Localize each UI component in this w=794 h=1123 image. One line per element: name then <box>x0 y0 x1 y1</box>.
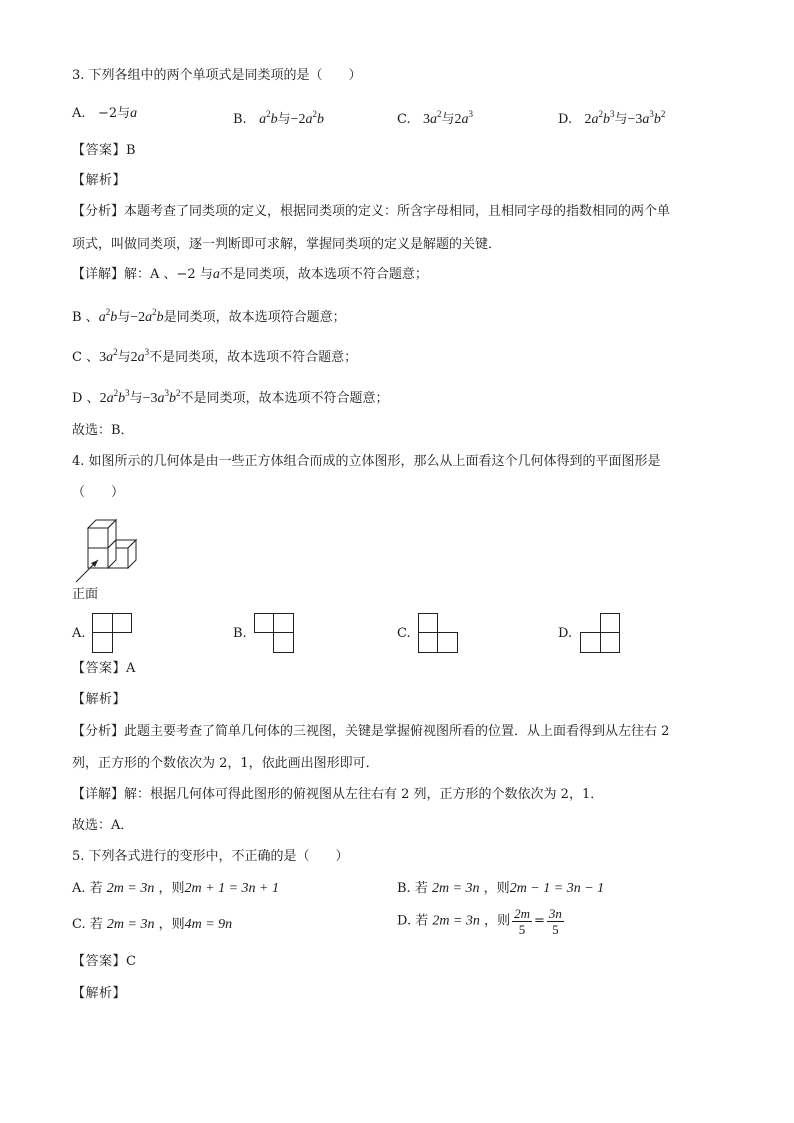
expr: 2m + 1 = 3n + 1 <box>184 881 279 896</box>
q5-option-c <box>72 916 232 934</box>
word-yu: 与 <box>129 391 143 406</box>
q4-analysis-header: 【解析】 <box>72 692 127 707</box>
q4-option-d-label: D. <box>558 626 573 641</box>
expr: −2 <box>97 106 118 121</box>
option-label: D. <box>558 112 573 127</box>
expr: $2a^2b^3$ <box>584 109 615 127</box>
word-yu: 与 <box>614 112 628 127</box>
fraction-left <box>512 906 532 937</box>
q4-answer: 【答案】A <box>72 661 136 676</box>
q5-option-b <box>397 880 604 898</box>
expr: $-3a^3b^2$ <box>142 388 181 406</box>
word-yu: 与 <box>117 310 131 325</box>
q4-stem-line-2: （ ） <box>72 485 125 500</box>
detail-text: 不是同类项，故本选项不符合题意； <box>149 350 358 365</box>
detail-prefix: D 、 <box>72 391 100 406</box>
expr: a <box>130 106 138 121</box>
word-yu: 与 <box>117 350 131 365</box>
expr: 2m = 3n <box>106 917 155 932</box>
q3-stem: 3. 下列各组中的两个单项式是同类项的是（ ） <box>72 68 362 83</box>
q4-analysis-line-2: 列，正方形的个数依次为 2，1，依此画出图形即可． <box>72 756 379 771</box>
word-ze: ，则 <box>158 881 185 896</box>
q4-option-b-label: B. <box>233 626 247 641</box>
cube-front-face <box>88 528 108 548</box>
q4-option-b-figure <box>254 613 294 653</box>
fraction-right <box>547 906 564 937</box>
equals-sign: = <box>533 913 545 929</box>
q3-detail-a <box>72 266 428 284</box>
word-ze: ，则 <box>158 917 185 932</box>
detail-prefix: B 、 <box>72 310 99 325</box>
expr: 2m = 3n <box>432 913 480 929</box>
q3-detail-b <box>72 303 346 327</box>
option-label: B. <box>233 112 247 127</box>
word-ze: ，则 <box>484 913 511 929</box>
q5-answer: 【答案】C <box>72 954 137 969</box>
q3-choose: 故选：B． <box>72 423 134 438</box>
fraction-denominator: 5 <box>518 922 526 937</box>
expr: 2m = 3n <box>106 881 155 896</box>
q5-analysis-header: 【解析】 <box>72 986 127 1001</box>
option-label: A. <box>72 106 86 121</box>
option-prefix: D. 若 <box>397 913 429 929</box>
expr: $a^2b$ <box>98 307 118 325</box>
expr: $-2a^2b$ <box>290 109 325 127</box>
expr: $-2a^2b$ <box>130 307 164 325</box>
fraction-numerator: 2m <box>514 906 530 921</box>
option-prefix: B. 若 <box>397 881 428 896</box>
q3-option-c <box>397 105 473 129</box>
word-yu: 与 <box>117 106 131 121</box>
q3-analysis-line-2: 项式，叫做同类项，逐一判断即可求解，掌握同类项的定义是解题的关键． <box>72 237 502 252</box>
expr: 4m = 9n <box>184 917 233 932</box>
q4-option-a-figure <box>92 613 132 653</box>
fraction-numerator: 3n <box>548 906 562 921</box>
q5-option-d <box>397 906 566 937</box>
expr: a <box>212 267 220 282</box>
option-prefix: C. 若 <box>72 917 103 932</box>
q3-analysis-header: 【解析】 <box>72 173 127 188</box>
cube-solid-figure <box>72 516 142 588</box>
expr: $3a^2$ <box>99 347 118 365</box>
q5-stem: 5. 下列各式进行的变形中，不正确的是（ ） <box>72 849 349 864</box>
detail-prefix: C 、 <box>72 350 100 365</box>
word-ze: ，则 <box>483 881 510 896</box>
expr: $-3a^3b^2$ <box>627 109 666 127</box>
q3-option-a <box>72 105 137 123</box>
q4-analysis-line-1: 【分析】此题主要考查了简单几何体的三视图，关键是掌握俯视图所看的位置．从上面看得到从左往右 2 <box>72 724 670 739</box>
q3-detail-d <box>72 384 389 408</box>
expr: $2a^3$ <box>454 109 474 127</box>
expr: 2m − 1 = 3n − 1 <box>509 881 605 896</box>
option-prefix: A. 若 <box>72 881 103 896</box>
detail-text: 不是同类项，故本选项不符合题意； <box>180 391 389 406</box>
q4-option-c-figure <box>418 613 458 653</box>
q4-option-a-label: A. <box>72 626 86 641</box>
cube-front-face <box>88 548 108 568</box>
detail-text: 不是同类项，故本选项不符合题意； <box>219 267 428 282</box>
expr: $2a^3$ <box>130 347 150 365</box>
word-yu: 与 <box>277 112 291 127</box>
q4-choose: 故选：A． <box>72 818 134 833</box>
detail-prefix: 【详解】解：A 、−2 与 <box>72 267 213 282</box>
fraction-denominator: 5 <box>552 922 559 937</box>
q4-option-d-figure <box>580 613 620 653</box>
expr: 2m = 3n <box>431 881 480 896</box>
q4-stem-line-1: 4. 如图所示的几何体是由一些正方体组合而成的立体图形，那么从上面看这个几何体得到的平面图形是 <box>72 454 661 469</box>
q3-answer: 【答案】B <box>72 143 137 158</box>
expr: $2a^2b^3$ <box>99 388 130 406</box>
expr: $3a^2$ <box>423 109 442 127</box>
detail-text: 是同类项，故本选项符合题意； <box>163 310 346 325</box>
q4-option-c-label: C. <box>397 626 411 641</box>
q3-detail-c <box>72 343 357 367</box>
q5-option-a <box>72 880 279 898</box>
q3-analysis-line-1: 【分析】本题考查了同类项的定义，根据同类项的定义：所含字母相同，且相同字母的指数相同的两个单 <box>72 204 671 219</box>
q4-detail: 【详解】解：根据几何体可得此图形的俯视图从左往右有 2 列，正方形的个数依次为 2，1． <box>72 787 604 802</box>
option-label: C. <box>397 112 411 127</box>
word-yu: 与 <box>441 112 455 127</box>
q3-option-b <box>233 105 324 129</box>
q3-option-d <box>558 105 665 129</box>
expr: $a^2b$ <box>259 109 278 127</box>
front-label: 正面 <box>72 587 99 602</box>
